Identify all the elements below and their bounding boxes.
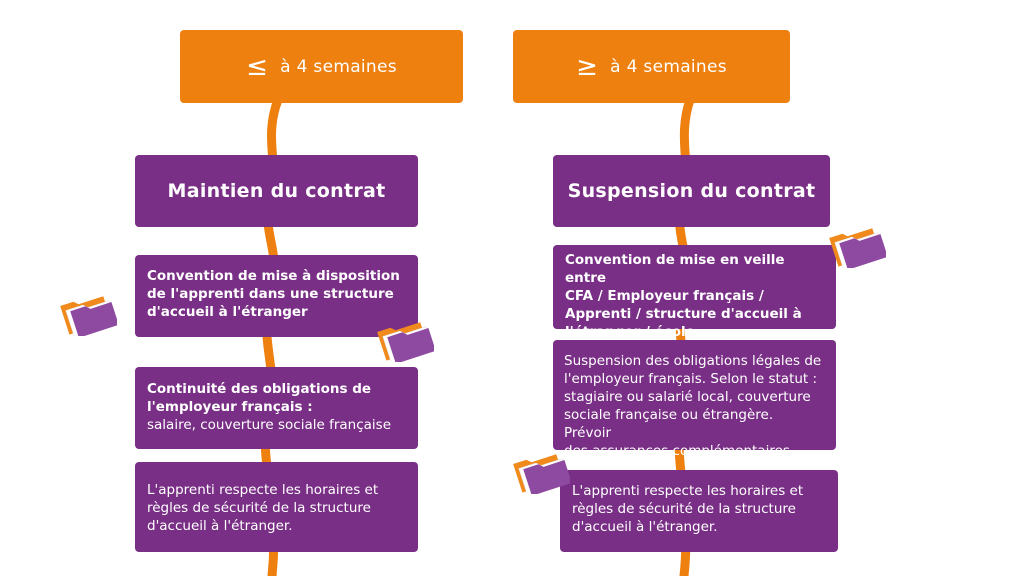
folder-icon (826, 218, 886, 268)
right-header-text: à 4 semaines (610, 56, 727, 77)
left-box-3-line-1: L'apprenti respecte les horaires et (147, 482, 379, 498)
left-box-3 (135, 462, 418, 552)
right-box-3-line-3: d'accueil à l'étranger. (572, 519, 718, 535)
left-box-2-line-3: salaire, couverture sociale française (147, 417, 392, 433)
left-box-3-line-2: règles de sécurité de la structure (147, 500, 371, 516)
less-equal-symbol: ≤ (246, 51, 269, 82)
right-box-3 (560, 470, 838, 552)
left-box-1-line-2: de l'apprenti dans une structure (147, 286, 394, 302)
right-title: Suspension du contrat (553, 155, 830, 227)
right-box-2-line-4: sociale française ou étrangère. Prévoir (564, 407, 774, 441)
right-box-2-line-3: stagiaire ou salarié local, couverture (564, 389, 811, 405)
left-header-text: à 4 semaines (280, 56, 397, 77)
right-box-1-line-1: Convention de mise en veille entre (565, 252, 785, 286)
right-box-1-line-2: CFA / Employeur français / (565, 288, 764, 304)
left-box-2-line-1: Continuité des obligations de (147, 381, 372, 397)
folder-icon (374, 312, 434, 362)
right-box-2-line-2: l'employeur français. Selon le statut : (564, 371, 818, 387)
left-box-2-line-2: l'employeur français : (147, 399, 313, 415)
left-box-1-line-3: d'accueil à l'étranger (147, 304, 308, 320)
folder-icon (510, 444, 570, 494)
greater-equal-symbol: ≥ (576, 51, 599, 82)
right-box-3-line-1: L'apprenti respecte les horaires et (572, 483, 804, 499)
left-box-3-line-3: d'accueil à l'étranger. (147, 518, 293, 534)
right-header (513, 30, 790, 103)
left-header (180, 30, 463, 103)
right-box-2-line-5: des assurances complémentaires. (564, 443, 795, 459)
right-box-1 (553, 245, 836, 340)
right-box-1-line-4: l'étranger / école (565, 324, 695, 340)
right-box-2-line-1: Suspension des obligations légales de (564, 353, 822, 369)
folder-icon (57, 286, 117, 336)
left-title: Maintien du contrat (135, 155, 418, 227)
right-box-3-line-2: règles de sécurité de la structure (572, 501, 796, 517)
right-box-1-line-3: Apprenti / structure d'accueil à (565, 306, 802, 322)
left-box-2 (135, 367, 418, 449)
right-box-2 (553, 340, 836, 459)
left-box-1-line-1: Convention de mise à disposition (147, 268, 400, 284)
